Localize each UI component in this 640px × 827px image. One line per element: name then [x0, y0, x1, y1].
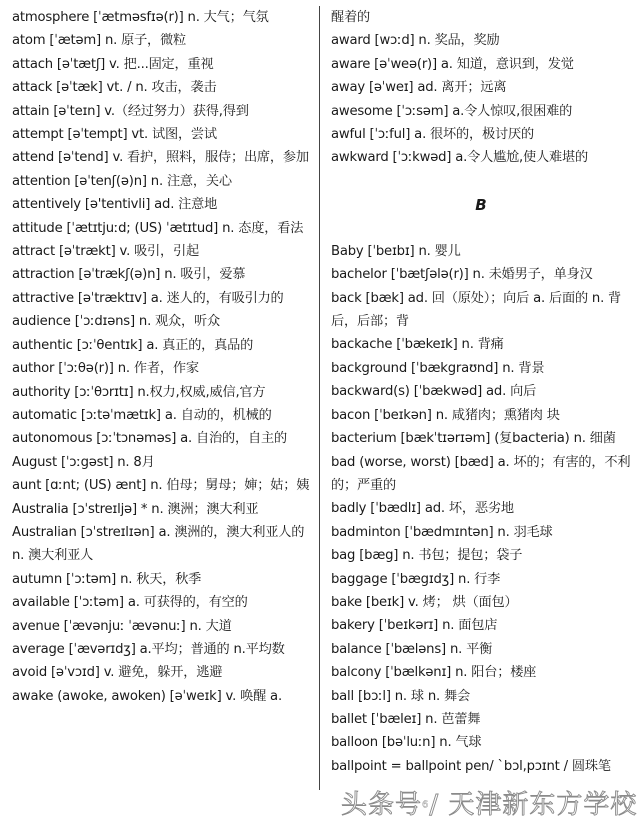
- vocab-entry: average [ˈævərɪdʒ] a.平均；普通的 n.平均数: [12, 641, 285, 657]
- vocab-entry: autumn [ˈɔːtəm] n. 秋天，秋季: [12, 571, 202, 587]
- vocab-entry: authority [ɔːˈθɔrɪtɪ] n.权力,权威,威信,官方: [12, 384, 266, 400]
- vocab-entry: Australia [ɔˈstreɪljə] * n. 澳洲；澳大利亚: [12, 501, 259, 517]
- vocab-entry: Baby [ˈbeɪbɪ] n. 婴儿: [331, 243, 461, 259]
- vocab-entry: backward(s) [ˈbækwəd] ad. 向后: [331, 384, 537, 400]
- vocab-entry: bad (worse, worst) [bæd] a. 坏的；有害的，不利的；严重的: [331, 454, 631, 493]
- vocab-entry: attach [əˈtætʃ] v. 把...固定，重视: [12, 56, 214, 72]
- vocab-entry: balcony [ˈbælkənɪ] n. 阳台；楼座: [331, 665, 537, 681]
- vocab-entry: balloon [bəˈluːn] n. 气球: [331, 735, 482, 751]
- right-column: [331, 6, 631, 778]
- watermark-prefix: 头条号: [341, 790, 423, 820]
- vocab-entry: baggage [ˈbægɪdʒ] n. 行李: [331, 571, 501, 587]
- vocab-entry: avoid [əˈvɔɪd] v. 避免，躲开，逃避: [12, 665, 223, 681]
- vocab-entry: backache [ˈbækeɪk] n. 背痛: [331, 337, 504, 353]
- vocab-entry: balance [ˈbæləns] n. 平衡: [331, 641, 493, 657]
- vocab-entry: attain [əˈteɪn] v.（经过努力）获得,得到: [12, 103, 249, 119]
- vocab-entry: bacon [ˈbeɪkən] n. 咸猪肉；熏猪肉 块: [331, 407, 560, 423]
- vocab-entry: awake (awoke, awoken) [əˈweɪk] v. 唤醒 a.: [12, 688, 282, 704]
- vocab-entry: badminton [ˈbædmɪntən] n. 羽毛球: [331, 524, 553, 540]
- vocab-entry: autonomous [ɔːˈtɔnəməs] a. 自治的，自主的: [12, 431, 287, 447]
- vocab-entry: awesome [ˈɔːsəm] a.令人惊叹,很困难的: [331, 103, 573, 119]
- vocab-entry: attractive [əˈtræktɪv] a. 迷人的，有吸引力的: [12, 290, 284, 306]
- vocab-entry: August [ˈɔːgəst] n. 8月: [12, 454, 155, 470]
- vocab-entry: atmosphere [ˈætməsfɪə(r)] n. 大气；气氛: [12, 10, 269, 25]
- vocab-entry: ballpoint = ballpoint pen/ ˋbɔl,pɔɪnt / 圆珠笔: [331, 758, 611, 774]
- vocab-entry: bakery [ˈbeɪkərɪ] n. 面包店: [331, 618, 498, 634]
- watermark-small-text: 6: [422, 799, 430, 811]
- vocab-entry: Australian [ɔˈstreɪlɪən] a. 澳洲的，澳大利亚人的 n. 澳大利亚人: [12, 524, 305, 564]
- vocab-entry: attract [əˈtrækt] v. 吸引，引起: [12, 244, 200, 260]
- vocab-entry: back [bæk] ad. 回（原处）；向后 a. 后面的 n. 背后，后部；背: [331, 290, 622, 330]
- vocab-entry: attentively [ə'tentivli] ad. 注意地: [12, 197, 218, 213]
- vocab-entry: automatic [ɔːtəˈmætɪk] a. 自动的，机械的: [12, 407, 272, 423]
- vocab-entry: awkward [ˈɔːkwəd] a.令人尴尬,使人难堪的: [331, 150, 588, 166]
- vocab-entry: background [ˈbækgraʊnd] n. 背景: [331, 360, 545, 376]
- vocab-entry: attend [əˈtend] v. 看护，照料，服侍；出席，参加: [12, 150, 309, 166]
- vocab-entry: attention [əˈtenʃ(ə)n] n. 注意，关心: [12, 173, 232, 189]
- watermark: [341, 790, 637, 821]
- vocab-entry: attraction [əˈtrækʃ(ə)n] n. 吸引，爱慕: [12, 267, 246, 283]
- left-column: [12, 6, 312, 708]
- vocab-entry: author [ˈɔːθə(r)] n. 作者，作家: [12, 361, 199, 377]
- vocab-entry: attempt [əˈtempt] vt. 试图，尝试: [12, 127, 217, 143]
- vocab-entry: bag [bæg] n. 书包；提包；袋子: [331, 548, 523, 564]
- vocab-entry: 醒着的: [331, 10, 370, 25]
- vocab-entry: attack [əˈtæk] vt. / n. 攻击，袭击: [12, 80, 217, 96]
- watermark-source: / 天津新东方学校: [429, 790, 638, 820]
- section-heading-letter: B: [475, 195, 487, 214]
- column-divider: [319, 6, 320, 790]
- vocab-entry: away [əˈweɪ] ad. 离开；远离: [331, 80, 507, 96]
- vocab-entry: award [wɔːd] n. 奖品，奖励: [331, 33, 500, 49]
- vocab-entry: ball [bɔːl] n. 球 n. 舞会: [331, 688, 471, 704]
- vocab-entry: bachelor [ˈbætʃələ(r)] n. 未婚男子，单身汉: [331, 267, 593, 283]
- vocab-entry: aunt [ɑːnt; (US) ænt] n. 伯母；舅母；婶；姑；姨: [12, 478, 310, 494]
- vocab-entry: audience [ˈɔːdɪəns] n. 观众，听众: [12, 314, 220, 330]
- vocab-entry: awful [ˈɔːful] a. 很坏的，极讨厌的: [331, 127, 534, 143]
- vocab-entry: bake [beɪk] v. 烤； 烘（面包）: [331, 594, 518, 610]
- vocab-entry: bacterium [bækˈtɪərɪəm] (复bacteria) n. 细菌: [331, 431, 616, 447]
- vocab-entry: avenue [ˈævənjuː ˈævənuː] n. 大道: [12, 618, 232, 634]
- vocab-entry: available [ˈɔːtəm] a. 可获得的，有空的: [12, 595, 248, 611]
- vocab-entry: badly [ˈbædlɪ] ad. 坏，恶劣地: [331, 501, 514, 517]
- vocab-entry: ballet [ˈbæleɪ] n. 芭蕾舞: [331, 711, 481, 727]
- vocab-entry: authentic [ɔːˈθentɪk] a. 真正的，真品的: [12, 337, 254, 353]
- vocab-entry: aware [əˈweə(r)] a. 知道，意识到，发觉: [331, 56, 574, 72]
- vocab-entry: attitude [ˈætɪtjuːd; (US) ˈætɪtud] n. 态度，看法: [12, 220, 304, 236]
- vocab-entry: atom [ˈætəm] n. 原子，微粒: [12, 33, 187, 49]
